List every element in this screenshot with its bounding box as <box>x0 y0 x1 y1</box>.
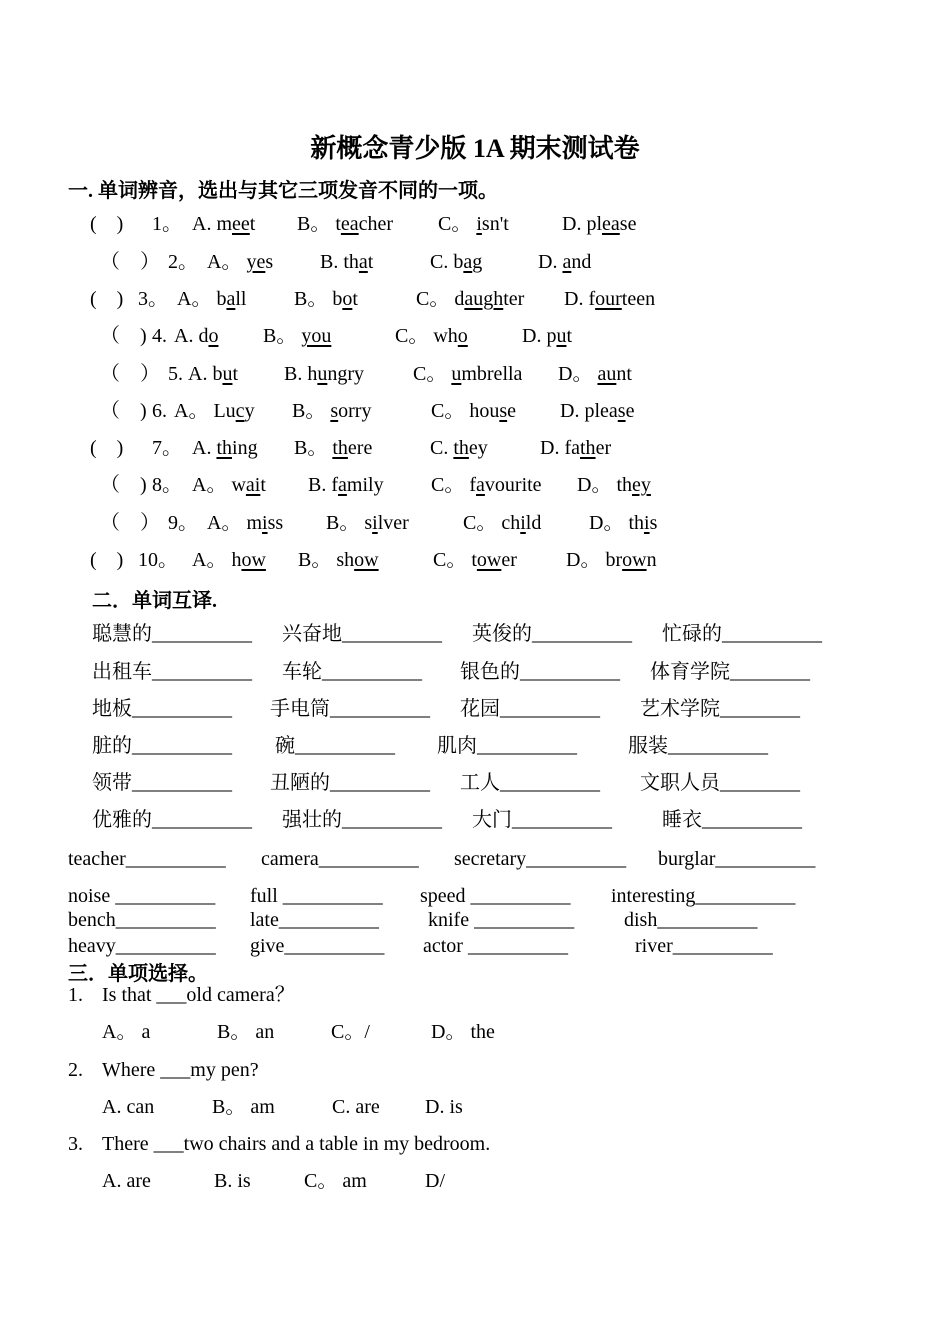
option-label: A。 <box>174 400 214 422</box>
word-part: ing <box>232 437 258 459</box>
word-part: nt <box>616 363 632 385</box>
answer-bracket: （ ) <box>100 325 147 347</box>
vocab-row <box>0 695 950 723</box>
word-part: cher <box>358 213 394 235</box>
vocab-blank: river__________ <box>635 935 773 957</box>
answer-option <box>174 397 255 425</box>
answer-bracket: ( ) <box>90 549 124 571</box>
answer-option <box>431 397 516 425</box>
vocab-row <box>0 658 950 686</box>
word-part: nd <box>571 251 592 273</box>
vocab-row <box>0 769 950 797</box>
option-label: A. <box>188 363 213 385</box>
vocab-blank: 文职人员________ <box>640 772 800 794</box>
underlined-letters: i <box>644 512 650 534</box>
answer-option <box>207 248 273 276</box>
vocab-blank: knife __________ <box>428 909 575 931</box>
question-number: 3。 <box>138 288 168 310</box>
vocab-blank: 手电筒__________ <box>270 698 430 720</box>
answer-bracket: （ ） <box>100 512 160 534</box>
word-part: wh <box>433 325 458 347</box>
vocab-blank: 花园__________ <box>460 698 600 720</box>
option-label: B. <box>320 251 344 273</box>
word-part: sh <box>336 549 355 571</box>
question-row <box>0 509 950 537</box>
word-part: b <box>216 288 227 310</box>
mc-option: D/ <box>425 1170 445 1192</box>
question-row <box>0 471 950 499</box>
answer-option <box>416 285 524 313</box>
mc-options <box>0 1167 950 1195</box>
option-label: C。 <box>463 512 502 534</box>
option-label: D. <box>560 400 585 422</box>
answer-option <box>192 210 255 238</box>
section-1-heading: 一. 单词辨音，选出与其它三项发音不同的一项。 <box>68 180 498 202</box>
option-label: C. <box>430 251 454 273</box>
mc-option: C。 am <box>304 1170 367 1192</box>
mc-option: D. is <box>425 1096 463 1118</box>
answer-option <box>298 546 379 574</box>
answer-option <box>177 285 246 313</box>
vocab-row <box>0 806 950 834</box>
word-part: y <box>244 400 255 422</box>
word-part: t <box>260 474 266 496</box>
answer-option <box>174 322 218 350</box>
vocab-row <box>0 906 950 934</box>
option-label: B. <box>284 363 308 385</box>
option-label: C。 <box>438 213 477 235</box>
underlined-letters: u <box>556 325 567 347</box>
option-label: B. <box>308 474 332 496</box>
answer-option <box>433 546 517 574</box>
word-part: th <box>628 512 645 534</box>
vocab-blank: 优雅的__________ <box>92 809 252 831</box>
underlined-letters: ea <box>340 213 359 235</box>
option-label: A. <box>192 437 217 459</box>
question-number: 2。 <box>168 251 198 273</box>
option-label: B。 <box>292 400 331 422</box>
word-part: orry <box>338 400 372 422</box>
vocab-blank: 工人__________ <box>460 772 600 794</box>
word-part: b <box>332 288 343 310</box>
underlined-letters: th <box>332 437 348 459</box>
mc-option: A。 a <box>102 1021 151 1043</box>
answer-option <box>320 248 373 276</box>
vocab-blank: 忙碌的__________ <box>662 623 822 645</box>
word-part: t <box>232 363 239 385</box>
answer-option <box>326 509 409 537</box>
word-part: t <box>352 288 358 310</box>
underlined-letters: i <box>262 512 268 534</box>
vocab-row <box>0 732 950 760</box>
underlined-letters: ey <box>632 474 651 496</box>
answer-option <box>192 434 258 462</box>
mc-question <box>0 1056 950 1084</box>
answer-option <box>577 471 651 499</box>
mc-option: D。 the <box>431 1021 495 1043</box>
word-part: ch <box>501 512 521 534</box>
word-part: ter <box>503 288 525 310</box>
question-number: 1。 <box>152 213 182 235</box>
word-part: g <box>472 251 483 273</box>
answer-option <box>192 546 266 574</box>
word-part: hou <box>469 400 500 422</box>
word-part: se <box>619 213 637 235</box>
vocab-blank: 丑陋的__________ <box>270 772 430 794</box>
underlined-letters: o <box>457 325 468 347</box>
word-part: th <box>343 251 359 273</box>
word-part: sn't <box>481 213 509 235</box>
option-label: A。 <box>192 549 232 571</box>
answer-option <box>522 322 572 350</box>
option-label: D。 <box>577 474 617 496</box>
underlined-letters: i <box>476 213 482 235</box>
word-part: s <box>364 512 373 534</box>
vocab-row <box>0 932 950 960</box>
underlined-letters: i <box>520 512 526 534</box>
question-number: 4. <box>152 325 167 347</box>
option-label: D. <box>522 325 547 347</box>
word-part: ss <box>267 512 284 534</box>
vocab-blank: 地板__________ <box>92 698 232 720</box>
question-row <box>0 397 950 425</box>
answer-option <box>560 397 634 425</box>
vocab-blank: give__________ <box>250 935 385 957</box>
word-part: mbrella <box>461 363 523 385</box>
word-part: b <box>453 251 464 273</box>
underlined-letters: a <box>226 288 236 310</box>
word-part: s <box>649 512 658 534</box>
answer-option <box>292 397 371 425</box>
option-label: B。 <box>263 325 302 347</box>
answer-option <box>564 285 655 313</box>
underlined-letters: th <box>580 437 596 459</box>
answer-option <box>431 471 542 499</box>
word-part: t <box>367 251 374 273</box>
option-label: A. <box>192 213 217 235</box>
vocab-blank: 睡衣__________ <box>662 809 802 831</box>
section-2-heading: 二．单词互译. <box>92 590 217 612</box>
answer-option <box>562 210 636 238</box>
underlined-letters: a <box>338 474 347 496</box>
answer-option <box>558 360 632 388</box>
question-text: There ___two chairs and a table in my bedroom. <box>102 1133 491 1155</box>
underlined-letters: s <box>617 400 626 422</box>
question-number: 8。 <box>152 474 182 496</box>
underlined-letters: o <box>208 325 219 347</box>
underlined-letters: th <box>453 437 469 459</box>
vocab-blank: bench__________ <box>68 909 216 931</box>
option-label: B。 <box>294 437 333 459</box>
underlined-letters: ow <box>241 549 266 571</box>
word-part: er <box>501 549 517 571</box>
word-part: ngry <box>327 363 365 385</box>
word-part: b <box>212 363 223 385</box>
section-3-heading: 三．单项选择。 <box>68 963 208 985</box>
question-row <box>0 434 950 462</box>
word-part: ld <box>525 512 542 534</box>
answer-option <box>413 360 522 388</box>
underlined-letters: a <box>476 474 485 496</box>
answer-option <box>297 210 393 238</box>
vocab-blank: 艺术学院________ <box>640 698 800 720</box>
vocab-blank: burglar__________ <box>658 848 816 870</box>
option-label: A。 <box>207 512 247 534</box>
mc-question <box>0 981 950 1009</box>
mc-option: C。/ <box>331 1021 370 1043</box>
vocab-blank: late__________ <box>250 909 379 931</box>
answer-option <box>188 360 238 388</box>
answer-bracket: （ ） <box>100 251 160 273</box>
underlined-letters: ow <box>476 549 502 571</box>
answer-option <box>430 434 488 462</box>
word-part: ere <box>347 437 373 459</box>
option-label: D。 <box>589 512 629 534</box>
mc-option: B。 an <box>217 1021 275 1043</box>
answer-bracket: ( ) <box>90 213 124 235</box>
vocab-blank: 兴奋地__________ <box>282 623 442 645</box>
underlined-letters: au <box>597 363 617 385</box>
word-part: er <box>595 437 612 459</box>
question-number: 6. <box>152 400 167 422</box>
word-part: fa <box>564 437 580 459</box>
question-row <box>0 546 950 574</box>
word-part: f <box>331 474 339 496</box>
underlined-letters: c <box>235 400 245 422</box>
vocab-row <box>0 845 950 873</box>
answer-bracket: （ ) <box>100 400 147 422</box>
option-label: D。 <box>566 549 606 571</box>
word-part: Lu <box>213 400 236 422</box>
option-label: C。 <box>413 363 452 385</box>
answer-option <box>207 509 283 537</box>
option-label: C。 <box>433 549 472 571</box>
question-number: 1. <box>68 984 83 1006</box>
vocab-blank: 大门__________ <box>472 809 612 831</box>
underlined-letters: th <box>216 437 233 459</box>
mc-options <box>0 1018 950 1046</box>
mc-options <box>0 1093 950 1121</box>
word-part: p <box>546 325 557 347</box>
word-part: mily <box>346 474 384 496</box>
word-part: n <box>646 549 657 571</box>
word-part: e <box>625 400 635 422</box>
question-row <box>0 360 950 388</box>
question-row <box>0 322 950 350</box>
option-label: D. <box>562 213 587 235</box>
underlined-letters: u <box>317 363 328 385</box>
word-part: s <box>265 251 274 273</box>
underlined-letters: ea <box>602 213 620 235</box>
word-part: t <box>335 213 341 235</box>
underlined-letters: augh <box>464 288 504 310</box>
word-part: h <box>307 363 318 385</box>
page-title: 新概念青少版 1A 期末测试卷 <box>310 134 640 163</box>
answer-bracket: ( ) <box>90 437 124 459</box>
question-row <box>0 248 950 276</box>
vocab-blank: 体育学院________ <box>650 661 810 683</box>
word-part: ey <box>468 437 488 459</box>
vocab-blank: 脏的__________ <box>92 735 232 757</box>
underlined-letters: s <box>499 400 508 422</box>
option-label: D. <box>538 251 563 273</box>
answer-option <box>430 248 482 276</box>
answer-bracket: （ ） <box>100 363 160 385</box>
mc-option: B。 am <box>212 1096 275 1118</box>
option-label: C。 <box>416 288 455 310</box>
option-label: C。 <box>431 474 470 496</box>
vocab-blank: actor __________ <box>423 935 568 957</box>
answer-option <box>540 434 611 462</box>
option-label: A。 <box>207 251 247 273</box>
option-label: C。 <box>431 400 470 422</box>
vocab-blank: 银色的__________ <box>460 661 620 683</box>
question-text: Is that ___old camera？ <box>102 984 295 1006</box>
vocab-blank: dish__________ <box>624 909 758 931</box>
vocab-blank: 强壮的__________ <box>282 809 442 831</box>
answer-option <box>294 285 358 313</box>
word-part: f <box>469 474 477 496</box>
option-label: A. <box>174 325 199 347</box>
option-label: C。 <box>395 325 434 347</box>
word-part: h <box>231 549 242 571</box>
underlined-letters: our <box>595 288 622 310</box>
vocab-blank: speed __________ <box>420 885 571 907</box>
vocab-row <box>0 620 950 648</box>
answer-option <box>566 546 657 574</box>
question-number: 7。 <box>152 437 182 459</box>
answer-option <box>589 509 657 537</box>
answer-option <box>308 471 384 499</box>
underlined-letters: ye <box>246 251 266 273</box>
answer-option <box>463 509 541 537</box>
question-text: Where ___my pen? <box>102 1059 259 1081</box>
vocab-blank: heavy__________ <box>68 935 216 957</box>
vocab-blank: 领带__________ <box>92 772 232 794</box>
word-part: d <box>454 288 465 310</box>
vocab-blank: secretary__________ <box>454 848 627 870</box>
vocab-blank: 碗__________ <box>275 735 395 757</box>
underlined-letters: a <box>463 251 473 273</box>
option-label: B。 <box>294 288 333 310</box>
word-part: m <box>246 512 263 534</box>
option-label: B。 <box>326 512 365 534</box>
word-part: lver <box>377 512 409 534</box>
answer-bracket: （ ) <box>100 474 147 496</box>
question-row <box>0 210 950 238</box>
word-part: t <box>249 213 256 235</box>
vocab-blank: 车轮__________ <box>282 661 422 683</box>
underlined-letters: ee <box>232 213 250 235</box>
word-part: th <box>616 474 633 496</box>
vocab-blank: 服装__________ <box>628 735 768 757</box>
vocab-blank: 肌肉__________ <box>437 735 577 757</box>
underlined-letters: you <box>301 325 332 347</box>
question-number: 9。 <box>168 512 198 534</box>
word-part: m <box>216 213 233 235</box>
option-label: C. <box>430 437 454 459</box>
underlined-letters: u <box>222 363 233 385</box>
word-part: e <box>507 400 517 422</box>
mc-option: A. can <box>102 1096 155 1118</box>
underlined-letters: u <box>451 363 462 385</box>
underlined-letters: i <box>372 512 378 534</box>
option-label: D. <box>540 437 565 459</box>
option-label: D. <box>564 288 589 310</box>
underlined-letters: ai <box>245 474 261 496</box>
word-part: t <box>471 549 477 571</box>
vocab-blank: 聪慧的__________ <box>92 623 252 645</box>
word-part: d <box>198 325 209 347</box>
option-label: B。 <box>298 549 337 571</box>
mc-question <box>0 1130 950 1158</box>
option-label: A。 <box>192 474 232 496</box>
question-number: 5. <box>168 363 183 385</box>
vocab-blank: noise __________ <box>68 885 216 907</box>
question-row <box>0 285 950 313</box>
word-part: w <box>231 474 246 496</box>
underlined-letters: a <box>562 251 572 273</box>
answer-option <box>263 322 331 350</box>
vocab-blank: teacher__________ <box>68 848 226 870</box>
answer-option <box>294 434 372 462</box>
answer-option <box>438 210 509 238</box>
vocab-blank: 英俊的__________ <box>472 623 632 645</box>
mc-option: B. is <box>214 1170 251 1192</box>
option-label: A。 <box>177 288 217 310</box>
question-number: 2. <box>68 1059 83 1081</box>
vocab-blank: interesting__________ <box>611 885 796 907</box>
vocab-blank: full __________ <box>250 885 383 907</box>
mc-option: A. are <box>102 1170 151 1192</box>
answer-option <box>192 471 266 499</box>
vocab-blank: 出租车__________ <box>92 661 252 683</box>
word-part: pl <box>586 213 603 235</box>
word-part: br <box>605 549 623 571</box>
option-label: B。 <box>297 213 336 235</box>
underlined-letters: a <box>358 251 368 273</box>
word-part: vourite <box>484 474 542 496</box>
underlined-letters: ow <box>354 549 379 571</box>
word-part: t <box>566 325 573 347</box>
answer-option <box>395 322 468 350</box>
option-label: D。 <box>558 363 598 385</box>
answer-bracket: ( ) <box>90 288 124 310</box>
answer-option <box>538 248 591 276</box>
word-part: ll <box>235 288 247 310</box>
vocab-blank: camera__________ <box>261 848 419 870</box>
underlined-letters: ow <box>622 549 647 571</box>
word-part: plea <box>584 400 618 422</box>
underlined-letters: s <box>330 400 339 422</box>
mc-option: C. are <box>332 1096 380 1118</box>
question-number: 3. <box>68 1133 83 1155</box>
question-number: 10。 <box>138 549 178 571</box>
answer-option <box>284 360 364 388</box>
word-part: f <box>588 288 596 310</box>
underlined-letters: o <box>342 288 353 310</box>
word-part: teen <box>621 288 656 310</box>
